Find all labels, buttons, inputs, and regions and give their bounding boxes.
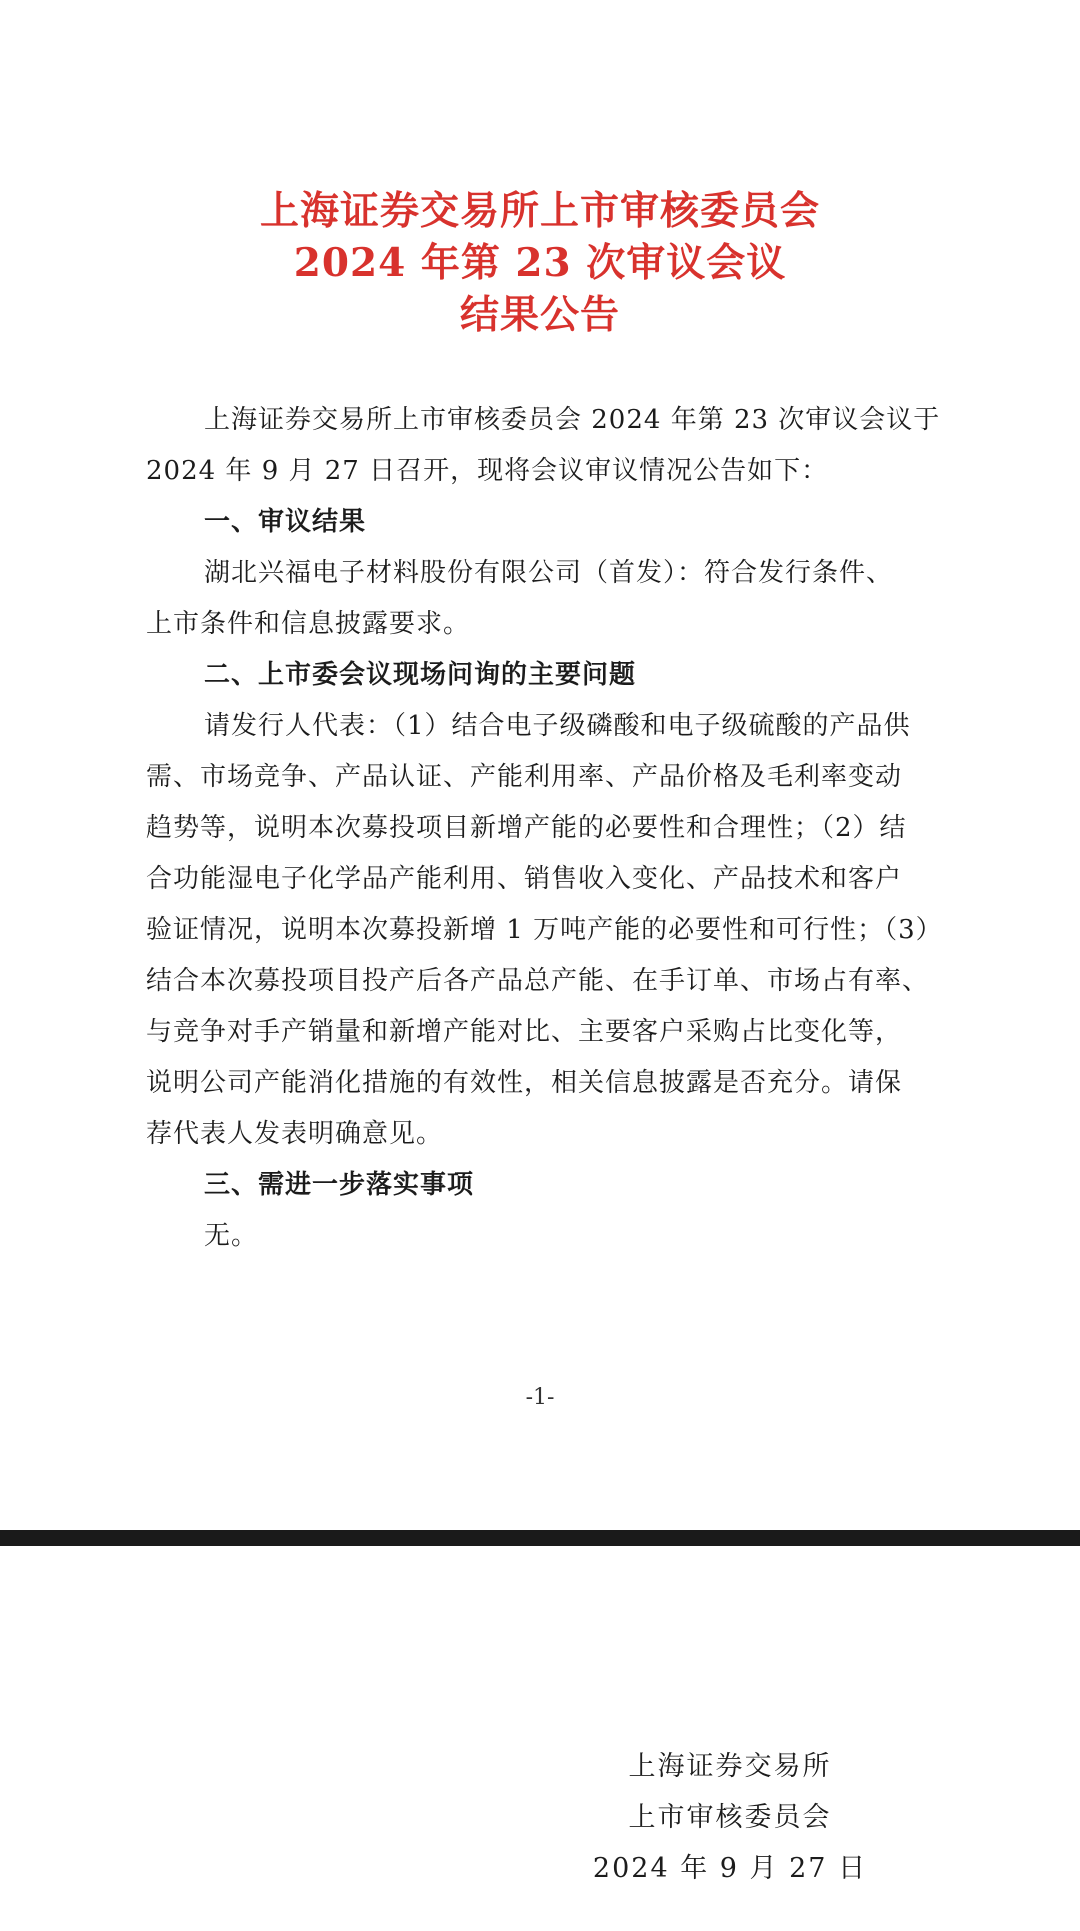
page-divider — [0, 1530, 1080, 1546]
section-2-line-7: 与竞争对手产销量和新增产能对比、主要客户采购占比变化等， — [146, 1017, 903, 1047]
section-2-heading: 二、上市委会议现场问询的主要问题 — [204, 660, 637, 690]
signature-org-line-1: 上海证券交易所 — [628, 1751, 832, 1782]
intro-line-1: 上海证券交易所上市审核委员会 2024 年第 23 次审议会议于 — [204, 405, 941, 435]
section-2-line-6: 结合本次募投项目投产后各产品总产能、在手订单、市场占有率、 — [146, 966, 930, 996]
notice-title-line-2: 2024 年第 23 次审议会议 — [293, 240, 787, 286]
section-2-line-5: 验证情况，说明本次募投新增 1 万吨产能的必要性和可行性；（3） — [146, 915, 943, 945]
section-3-heading: 三、需进一步落实事项 — [204, 1170, 475, 1200]
section-3-line-1: 无。 — [204, 1221, 259, 1251]
section-2-line-1: 请发行人代表：（1）结合电子级磷酸和电子级硫酸的产品供 — [204, 711, 911, 741]
section-2-line-8: 说明公司产能消化措施的有效性，相关信息披露是否充分。请保 — [146, 1068, 903, 1098]
section-2-line-9: 荐代表人发表明确意见。 — [146, 1119, 444, 1149]
notice-title-line-1: 上海证券交易所上市审核委员会 — [259, 188, 820, 234]
page-number: -1- — [525, 1385, 555, 1410]
document-page-2 — [0, 1546, 1080, 1931]
section-1-line-1: 湖北兴福电子材料股份有限公司（首发）：符合发行条件、 — [204, 558, 894, 588]
section-1-line-2: 上市条件和信息披露要求。 — [146, 609, 471, 639]
section-2-line-4: 合功能湿电子化学品产能利用、销售收入变化、产品技术和客户 — [146, 864, 903, 894]
intro-line-2: 2024 年 9 月 27 日召开，现将会议审议情况公告如下： — [146, 456, 829, 486]
section-2-line-3: 趋势等，说明本次募投项目新增产能的必要性和合理性；（2）结 — [146, 813, 907, 843]
signature-org-line-2: 上市审核委员会 — [628, 1802, 832, 1833]
signature-date: 2024 年 9 月 27 日 — [592, 1853, 868, 1884]
section-2-line-2: 需、市场竞争、产品认证、产能利用率、产品价格及毛利率变动 — [146, 762, 903, 792]
notice-title-line-3: 结果公告 — [459, 292, 620, 338]
section-1-heading: 一、审议结果 — [204, 507, 367, 537]
